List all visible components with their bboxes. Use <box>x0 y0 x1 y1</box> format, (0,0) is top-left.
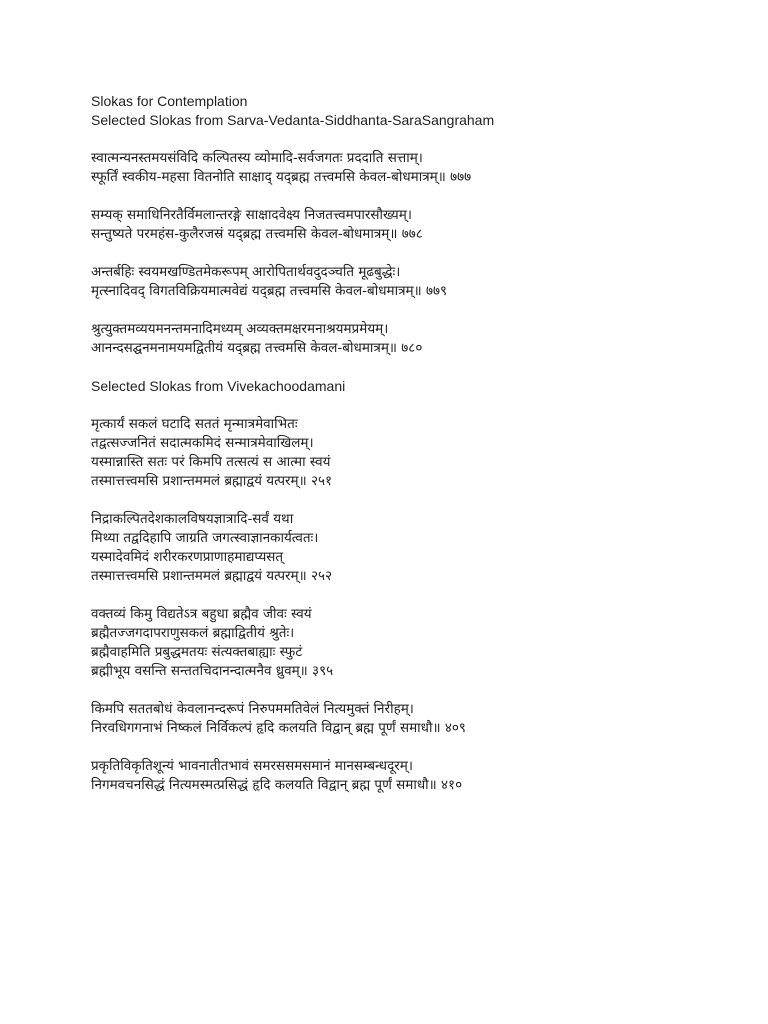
sloka-line: सम्यक् समाधिनिरतैर्विमलान्तरङ्गे साक्षादवेक्ष्य निजतत्त्वमपारसौख्यम्। <box>91 207 412 223</box>
sloka-line: निगमवचनसिद्धं नित्यमस्मत्प्रसिद्धं हृदि कलयति विद्वान् ब्रह्म पूर्णं समाधौ॥ ४१० <box>91 777 463 793</box>
document-title: Slokas for Contemplation <box>91 93 248 109</box>
sloka-line: ब्रह्मीभूय वसन्ति सन्ततचिदानन्दात्मनैव ध्रुवम्॥ ३९५ <box>91 663 334 679</box>
sloka-line: तस्मात्तत्त्वमसि प्रशान्तममलं ब्रह्माद्वयं यत्परम्॥ २५२ <box>91 568 333 584</box>
sloka-line: किमपि सततबोधं केवलानन्दरूपं निरुपममतिवेलं नित्यमुक्तं निरीहम्। <box>91 701 414 717</box>
sloka-777 <box>91 149 751 187</box>
sloka-line: वक्तव्यं किमु विद्यतेऽत्र बहुधा ब्रह्मैव जीवः स्वयं <box>91 606 312 622</box>
sloka-395 <box>91 605 751 681</box>
section-heading-vivekachoodamani: Selected Slokas from Vivekachoodamani <box>91 378 346 394</box>
sloka-line: स्वात्मन्यनस्तमयसंविदि कल्पितस्य व्योमादि-सर्वजगतः प्रददाति सत्ताम्। <box>91 150 423 166</box>
sloka-line: आनन्दसद्घनमनामयमद्वितीयं यद्ब्रह्म तत्त्वमसि केवल-बोधमात्रम्॥ ७८० <box>91 340 423 356</box>
sloka-409 <box>91 700 751 738</box>
sloka-778 <box>91 206 751 244</box>
sloka-line: निरवधिगगनाभं निष्कलं निर्विकल्पं हृदि कलयति विद्वान् ब्रह्म पूर्णं समाधौ॥ ४०९ <box>91 720 466 736</box>
sloka-line: निद्राकल्पितदेशकालविषयज्ञात्रादि-सर्वं यथा <box>91 511 294 527</box>
sloka-line: तद्वत्सज्जनितं सदात्मकमिदं सन्मात्रमेवाखिलम्। <box>91 435 314 451</box>
sloka-line: मृत्कार्यं सकलं घटादि सततं मृन्मात्रमेवाभितः <box>91 416 298 432</box>
sloka-line: यस्मान्नास्ति सतः परं किमपि तत्सत्यं स आत्मा स्वयं <box>91 454 331 470</box>
sloka-line: सन्तुष्यते परमहंस-कुलैरजस्रं यद्ब्रह्म तत्त्वमसि केवल-बोधमात्रम्॥ ७७८ <box>91 226 423 242</box>
sloka-line: ब्रह्मैवाहमिति प्रबुद्धमतयः संत्यक्तबाह्याः स्फुटं <box>91 644 303 660</box>
sloka-251 <box>91 415 751 491</box>
sloka-252 <box>91 510 751 586</box>
sloka-line: ब्रह्मैतज्जगदापराणुसकलं ब्रह्माद्वितीयं श्रुतेः। <box>91 625 295 641</box>
sloka-line: श्रुत्युक्तमव्ययमनन्तमनादिमध्यम् अव्यक्तमक्षरमनाश्रयमप्रमेयम्। <box>91 321 389 337</box>
sloka-line: तस्मात्तत्त्वमसि प्रशान्तममलं ब्रह्माद्वयं यत्परम्॥ २५१ <box>91 473 333 489</box>
sloka-line: अन्तर्बहिः स्वयमखण्डितमेकरूपम् आरोपितार्थवदुदञ्चति मूढबुद्धेः। <box>91 264 401 280</box>
document-subtitle: Selected Slokas from Sarva-Vedanta-Siddhanta-SaraSangraham <box>91 112 495 128</box>
document-page <box>91 92 751 814</box>
sloka-line: मिथ्या तद्वदिहापि जाग्रति जगत्स्वाज्ञानकार्यत्वतः। <box>91 530 319 546</box>
sloka-780 <box>91 320 751 358</box>
sloka-line: मृत्स्नादिवद् विगतविक्रियमात्मवेद्यं यद्ब्रह्म तत्त्वमसि केवल-बोधमात्रम्॥ ७७९ <box>91 283 448 299</box>
sloka-line: स्फूर्तिं स्वकीय-महसा वितनोति साक्षाद् यद्ब्रह्म तत्त्वमसि केवल-बोधमात्रम्॥ ७७७ <box>91 169 472 185</box>
sloka-line: यस्मादेवमिदं शरीरकरणप्राणाहमाद्यप्यसत् <box>91 549 284 565</box>
sloka-410 <box>91 757 751 795</box>
sloka-line: प्रकृतिविकृतिशून्यं भावनातीतभावं समरससमसमानं मानसम्बन्धदूरम्। <box>91 758 413 774</box>
sloka-779 <box>91 263 751 301</box>
